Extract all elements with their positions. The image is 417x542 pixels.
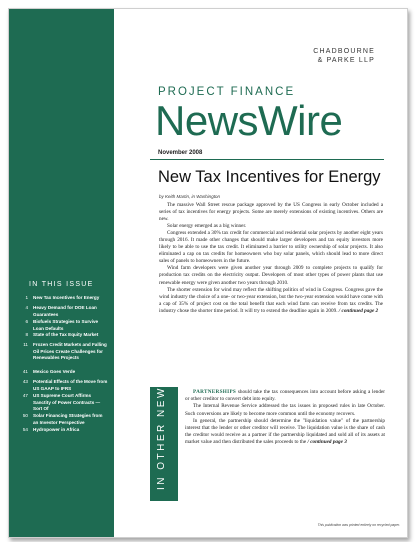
- issue-date: November 2008: [158, 150, 203, 156]
- toc-item-title: Hydropower in Africa: [33, 427, 80, 432]
- firm-logo: [313, 47, 375, 65]
- toc-item-title: Potential Effects of the Move from US GAAP to IFRS: [33, 379, 108, 391]
- toc-item-title: Solar Financing Strategies from an Investor Perspective: [33, 413, 103, 425]
- article-paragraph: [159, 287, 383, 315]
- toc-page-number: 41: [22, 369, 28, 374]
- ion-paragraph: The Internal Revenue Service addressed the tax issues in proposed rules in late October. Such conversions are likely to become more common until the economy recovers.: [185, 403, 385, 417]
- toc-item-title: Heavy Demand for DOE Loan Guarantees: [33, 305, 97, 317]
- masthead-subtitle: PROJECT FINANCE: [158, 86, 296, 98]
- article-paragraph: Wind farm developers were given another year through 2009 to complete projects to qualify for production tax credits on the electricity output. Developers of most other types of power plants that use renewable energy were given another two years through 2010.: [159, 265, 383, 286]
- ion-paragraph: [185, 389, 385, 403]
- toc-item-title: Biofuels Strategies to Survive Loan Defaults: [33, 319, 99, 331]
- ion-paragraph-text: In general, the partnership should determine the "liquidation value" of the partnership interest that the lender or other creditor will receive. The liquidation value is the share of cash the creditor would receive as a partner if the partnership liquidated and sold all of its assets at market value and then distributed the sales proceeds to the: [185, 417, 385, 446]
- in-other-news-bar: [150, 376, 178, 501]
- article-paragraph-text: The shorter extension for wind may reflect the shifting politics of wind in Congress. Congress gave the wind industry the choice of a one- or two-year extension, but the two-year extension would have come with a cap of 35% of project cost on the total benefit that each wind farm can receive from tax credits. The industry chose the shorter time period. It will try to extend the deadline again in 2009.: [159, 286, 383, 314]
- toc-page-number: 50: [22, 413, 28, 418]
- in-other-news-label: IN OTHER NEWS: [156, 376, 167, 490]
- in-other-news-text: [185, 389, 385, 447]
- toc-item-title: US Supreme Court Affirms Sanctity of Power Contracts — Sort Of: [33, 393, 101, 412]
- article-paragraph: Solar energy emerged as a big winner.: [167, 223, 247, 230]
- article-byline: by Keith Martin, in Washington: [159, 194, 220, 199]
- firm-name-line1: CHADBOURNE: [313, 48, 375, 55]
- article-paragraph: The massive Wall Street rescue package approved by the US Congress in early October included a series of tax incentives for energy projects. Some are merely extensions of existing incentives. Others are new.: [159, 202, 383, 223]
- in-other-news-box: [150, 376, 388, 502]
- ion-paragraph-rest: should take the tax consequences into account before asking a lender or other creditor to convert debt into equity.: [185, 389, 385, 403]
- toc-page-number: 1: [25, 295, 28, 300]
- continued-link[interactable]: / continued page 2: [338, 307, 379, 314]
- ion-paragraph: [185, 418, 385, 447]
- ion-continued-link[interactable]: / continued page 3: [307, 439, 347, 446]
- newsletter-page: [8, 8, 408, 538]
- toc-item-title: New Tax Incentives for Energy: [33, 295, 100, 300]
- toc-page-number: 43: [22, 379, 28, 384]
- toc-page-number: 11: [23, 342, 28, 347]
- toc-item-title: State of the Tax Equity Market: [33, 332, 99, 337]
- toc-page-number: 6: [25, 319, 28, 324]
- toc-item-title: Frozen Credit Markets and Falling Oil Prices Create Challenges for Renewables Projects: [33, 342, 107, 361]
- masthead-title: NewsWire: [155, 97, 343, 144]
- toc-page-number: 47: [22, 393, 28, 398]
- toc-page-number: 4: [25, 305, 28, 310]
- toc-page-number: 8: [25, 332, 28, 337]
- article-title: New Tax Incentives for Energy: [158, 168, 381, 186]
- article-paragraph: Congress extended a 30% tax credit for commercial and residential solar projects by another eight years through 2016. It made other changes that should make larger developers and tax equity investors more likely to be able to use the tax credit. It eliminated a barrier to utility ownership of solar projects. It also eliminated a cap on tax credits for homeowners who buy solar panels, which should lead to more direct sales of panels to homeowners in the future.: [159, 230, 383, 265]
- footer-note: This publication was printed entirely on recycled paper.: [317, 523, 400, 527]
- toc-page-number: 54: [22, 427, 28, 432]
- toc-item-title: Mexico Goes Verde: [33, 369, 76, 374]
- article-body: [159, 202, 383, 315]
- green-sidebar: [9, 9, 114, 537]
- firm-name-line2: & PARKE LLP: [317, 57, 375, 64]
- in-this-issue-title: IN THIS ISSUE: [29, 281, 94, 288]
- masthead-rule: [150, 159, 384, 160]
- ion-lead-word: PARTNERSHIPS: [193, 389, 237, 395]
